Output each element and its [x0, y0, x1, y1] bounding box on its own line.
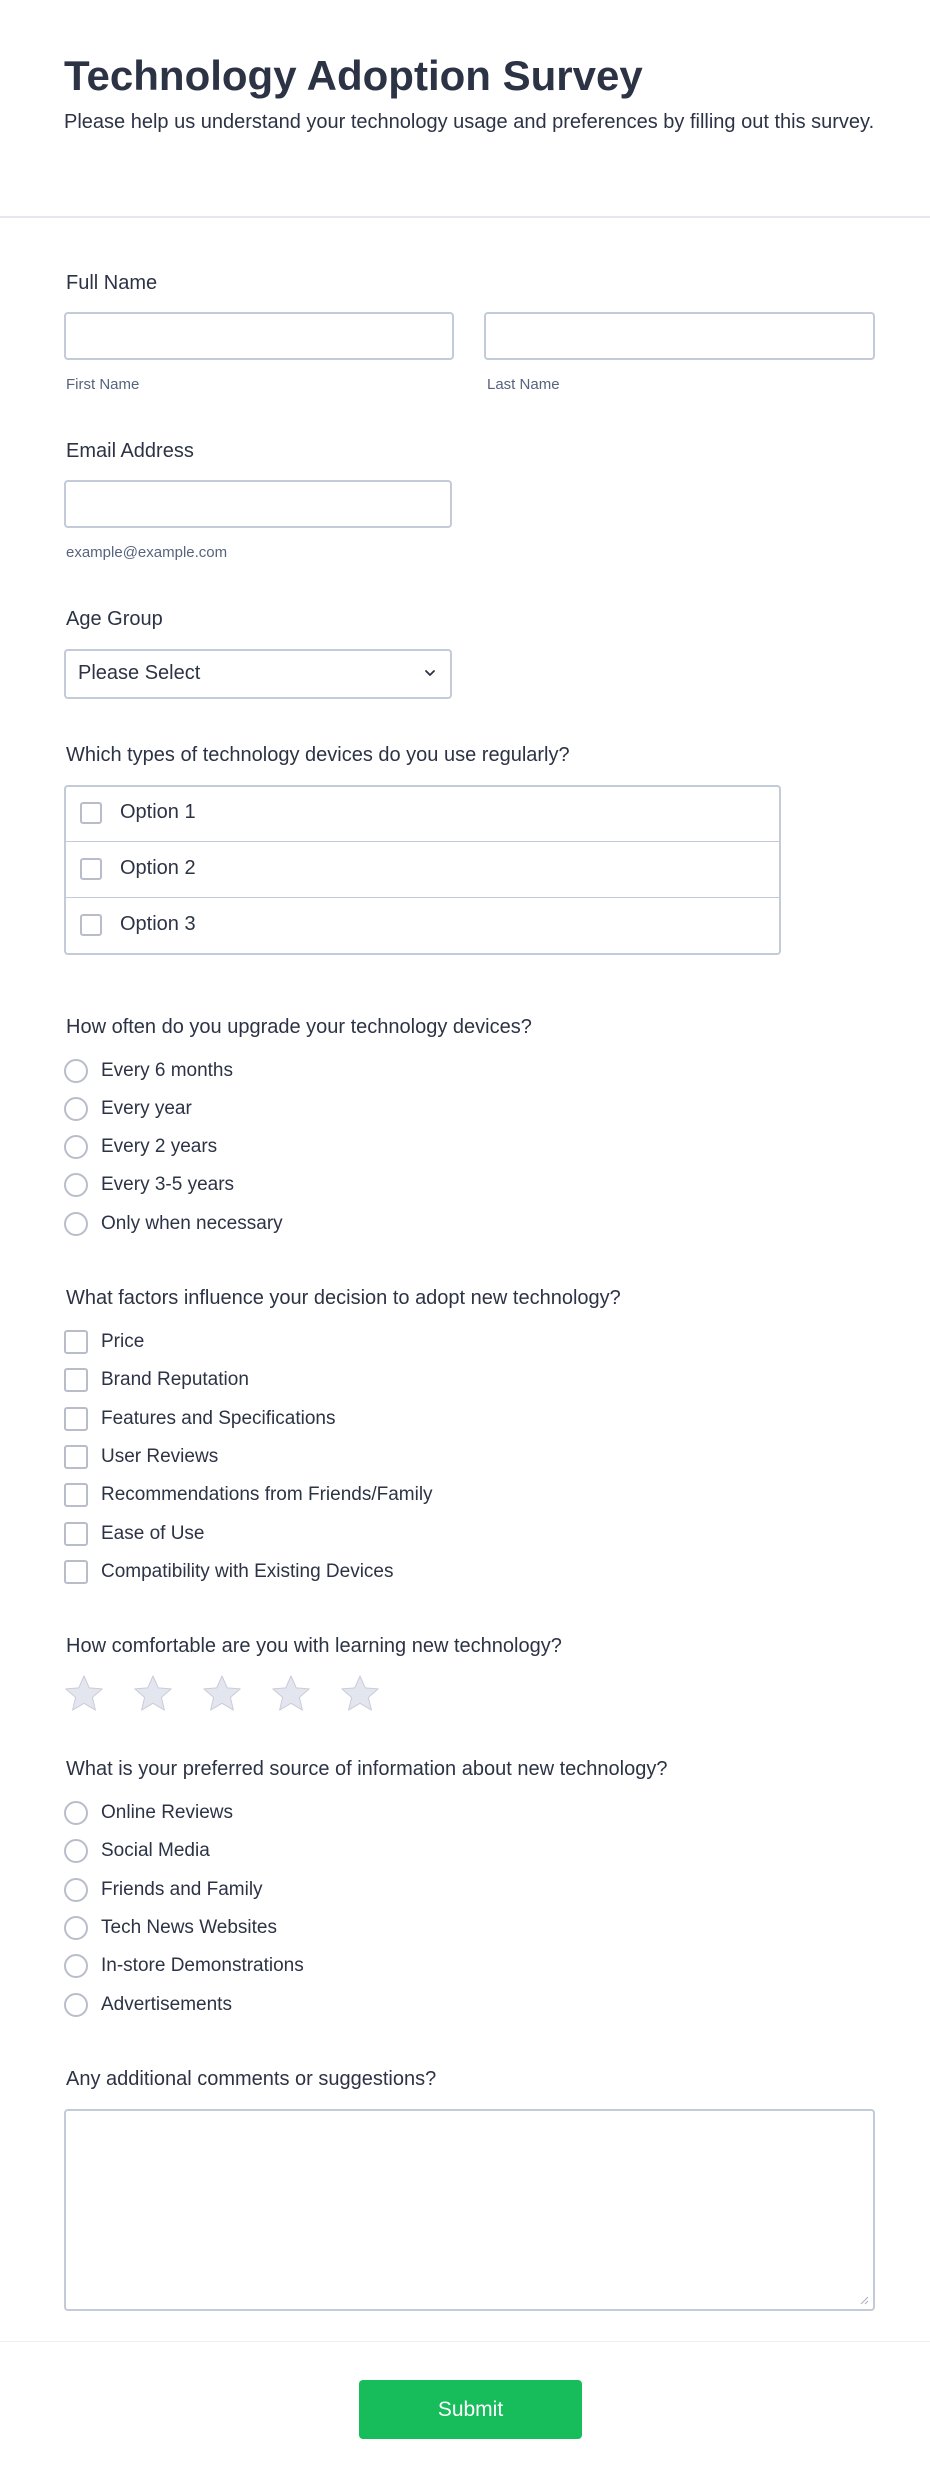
- checkbox-option[interactable]: [64, 1406, 764, 1434]
- radio-option-label: Every 3-5 years: [101, 1174, 235, 1195]
- radio-option[interactable]: [64, 1172, 764, 1200]
- full-name-label: Full Name: [66, 272, 158, 294]
- devices-option-row[interactable]: [66, 899, 779, 954]
- radio-option[interactable]: [64, 1058, 764, 1086]
- form-title: Technology Adoption Survey: [64, 52, 643, 99]
- radio-button[interactable]: [64, 1878, 88, 1902]
- checkbox[interactable]: [64, 1522, 88, 1546]
- email-sublabel: example@example.com: [66, 544, 228, 561]
- checkbox[interactable]: [64, 1483, 88, 1507]
- last-name-input[interactable]: [484, 312, 875, 360]
- radio-option[interactable]: [64, 1877, 764, 1905]
- checkbox-option-label: Price: [101, 1331, 145, 1352]
- age-group-label: Age Group: [66, 608, 163, 630]
- radio-option[interactable]: [64, 1838, 764, 1866]
- comments-textarea[interactable]: [64, 2109, 875, 2311]
- radio-button[interactable]: [64, 1993, 88, 2017]
- email-input[interactable]: [64, 480, 452, 528]
- form-subtitle: Please help us understand your technology usage and preferences by filling out this survey.: [64, 111, 875, 133]
- star-icon[interactable]: [340, 1674, 380, 1714]
- checkbox-option-label: Recommendations from Friends/Family: [101, 1484, 433, 1505]
- checkbox-option-label: Features and Specifications: [101, 1408, 336, 1429]
- first-name-input[interactable]: [64, 312, 454, 360]
- radio-option-label: In-store Demonstrations: [101, 1955, 304, 1976]
- checkbox-option[interactable]: [64, 1559, 764, 1587]
- radio-option-label: Advertisements: [101, 1994, 232, 2015]
- age-group-select[interactable]: [64, 649, 452, 699]
- radio-option-label: Every 6 months: [101, 1060, 233, 1081]
- radio-button[interactable]: [64, 1212, 88, 1236]
- comfort-question: How comfortable are you with learning new technology?: [66, 1635, 562, 1657]
- radio-option[interactable]: [64, 1992, 764, 2020]
- email-label: Email Address: [66, 440, 194, 462]
- devices-option-label: Option 1: [120, 801, 196, 823]
- radio-button[interactable]: [64, 1173, 88, 1197]
- radio-option[interactable]: [64, 1096, 764, 1124]
- checkbox-option[interactable]: [64, 1367, 764, 1395]
- checkbox-option-label: Ease of Use: [101, 1523, 205, 1544]
- radio-button[interactable]: [64, 1839, 88, 1863]
- checkbox[interactable]: [64, 1330, 88, 1354]
- star-icon[interactable]: [64, 1674, 104, 1714]
- checkbox[interactable]: [64, 1560, 88, 1584]
- star-icon[interactable]: [133, 1674, 173, 1714]
- checkbox-option-label: Brand Reputation: [101, 1369, 249, 1390]
- checkbox[interactable]: [64, 1368, 88, 1392]
- checkbox[interactable]: [80, 802, 102, 824]
- checkbox[interactable]: [80, 914, 102, 936]
- radio-option-label: Friends and Family: [101, 1879, 263, 1900]
- upgrade-frequency-question: How often do you upgrade your technology devices?: [66, 1016, 532, 1038]
- radio-option-label: Only when necessary: [101, 1213, 283, 1234]
- checkbox[interactable]: [80, 858, 102, 880]
- devices-option-label: Option 3: [120, 913, 196, 935]
- radio-option[interactable]: [64, 1915, 764, 1943]
- chevron-down-icon: [424, 667, 436, 679]
- radio-button[interactable]: [64, 1135, 88, 1159]
- checkbox-option-label: Compatibility with Existing Devices: [101, 1561, 394, 1582]
- age-group-selected: Please Select: [78, 662, 201, 684]
- checkbox-option[interactable]: [64, 1329, 764, 1357]
- star-icon[interactable]: [271, 1674, 311, 1714]
- checkbox-option-label: User Reviews: [101, 1446, 219, 1467]
- radio-option-label: Every year: [101, 1098, 192, 1119]
- devices-option-row[interactable]: [66, 787, 779, 842]
- checkbox-option[interactable]: [64, 1444, 764, 1472]
- devices-option-table: [64, 785, 781, 955]
- checkbox[interactable]: [64, 1407, 88, 1431]
- checkbox[interactable]: [64, 1445, 88, 1469]
- devices-question: Which types of technology devices do you use regularly?: [66, 744, 570, 766]
- factors-question: What factors influence your decision to adopt new technology?: [66, 1287, 621, 1309]
- radio-option-label: Every 2 years: [101, 1136, 218, 1157]
- star-icon[interactable]: [202, 1674, 242, 1714]
- last-name-sublabel: Last Name: [487, 376, 560, 393]
- radio-option[interactable]: [64, 1134, 764, 1162]
- info-source-question: What is your preferred source of information about new technology?: [66, 1758, 668, 1780]
- radio-button[interactable]: [64, 1059, 88, 1083]
- radio-option-label: Online Reviews: [101, 1802, 233, 1823]
- checkbox-option[interactable]: [64, 1521, 764, 1549]
- submit-button[interactable]: Submit: [359, 2380, 582, 2439]
- footer-divider: [0, 2341, 930, 2342]
- radio-option[interactable]: [64, 1953, 764, 1981]
- radio-option-label: Social Media: [101, 1840, 210, 1861]
- radio-option-label: Tech News Websites: [101, 1917, 277, 1938]
- first-name-sublabel: First Name: [66, 376, 140, 393]
- radio-button[interactable]: [64, 1801, 88, 1825]
- resize-grip-icon[interactable]: [859, 2295, 869, 2305]
- radio-button[interactable]: [64, 1916, 88, 1940]
- form-header: [0, 0, 930, 218]
- checkbox-option[interactable]: [64, 1482, 764, 1510]
- radio-option[interactable]: [64, 1211, 764, 1239]
- radio-button[interactable]: [64, 1097, 88, 1121]
- comments-question: Any additional comments or suggestions?: [66, 2068, 437, 2090]
- radio-button[interactable]: [64, 1954, 88, 1978]
- radio-option[interactable]: [64, 1800, 764, 1828]
- devices-option-row[interactable]: [66, 843, 779, 898]
- devices-option-label: Option 2: [120, 857, 196, 879]
